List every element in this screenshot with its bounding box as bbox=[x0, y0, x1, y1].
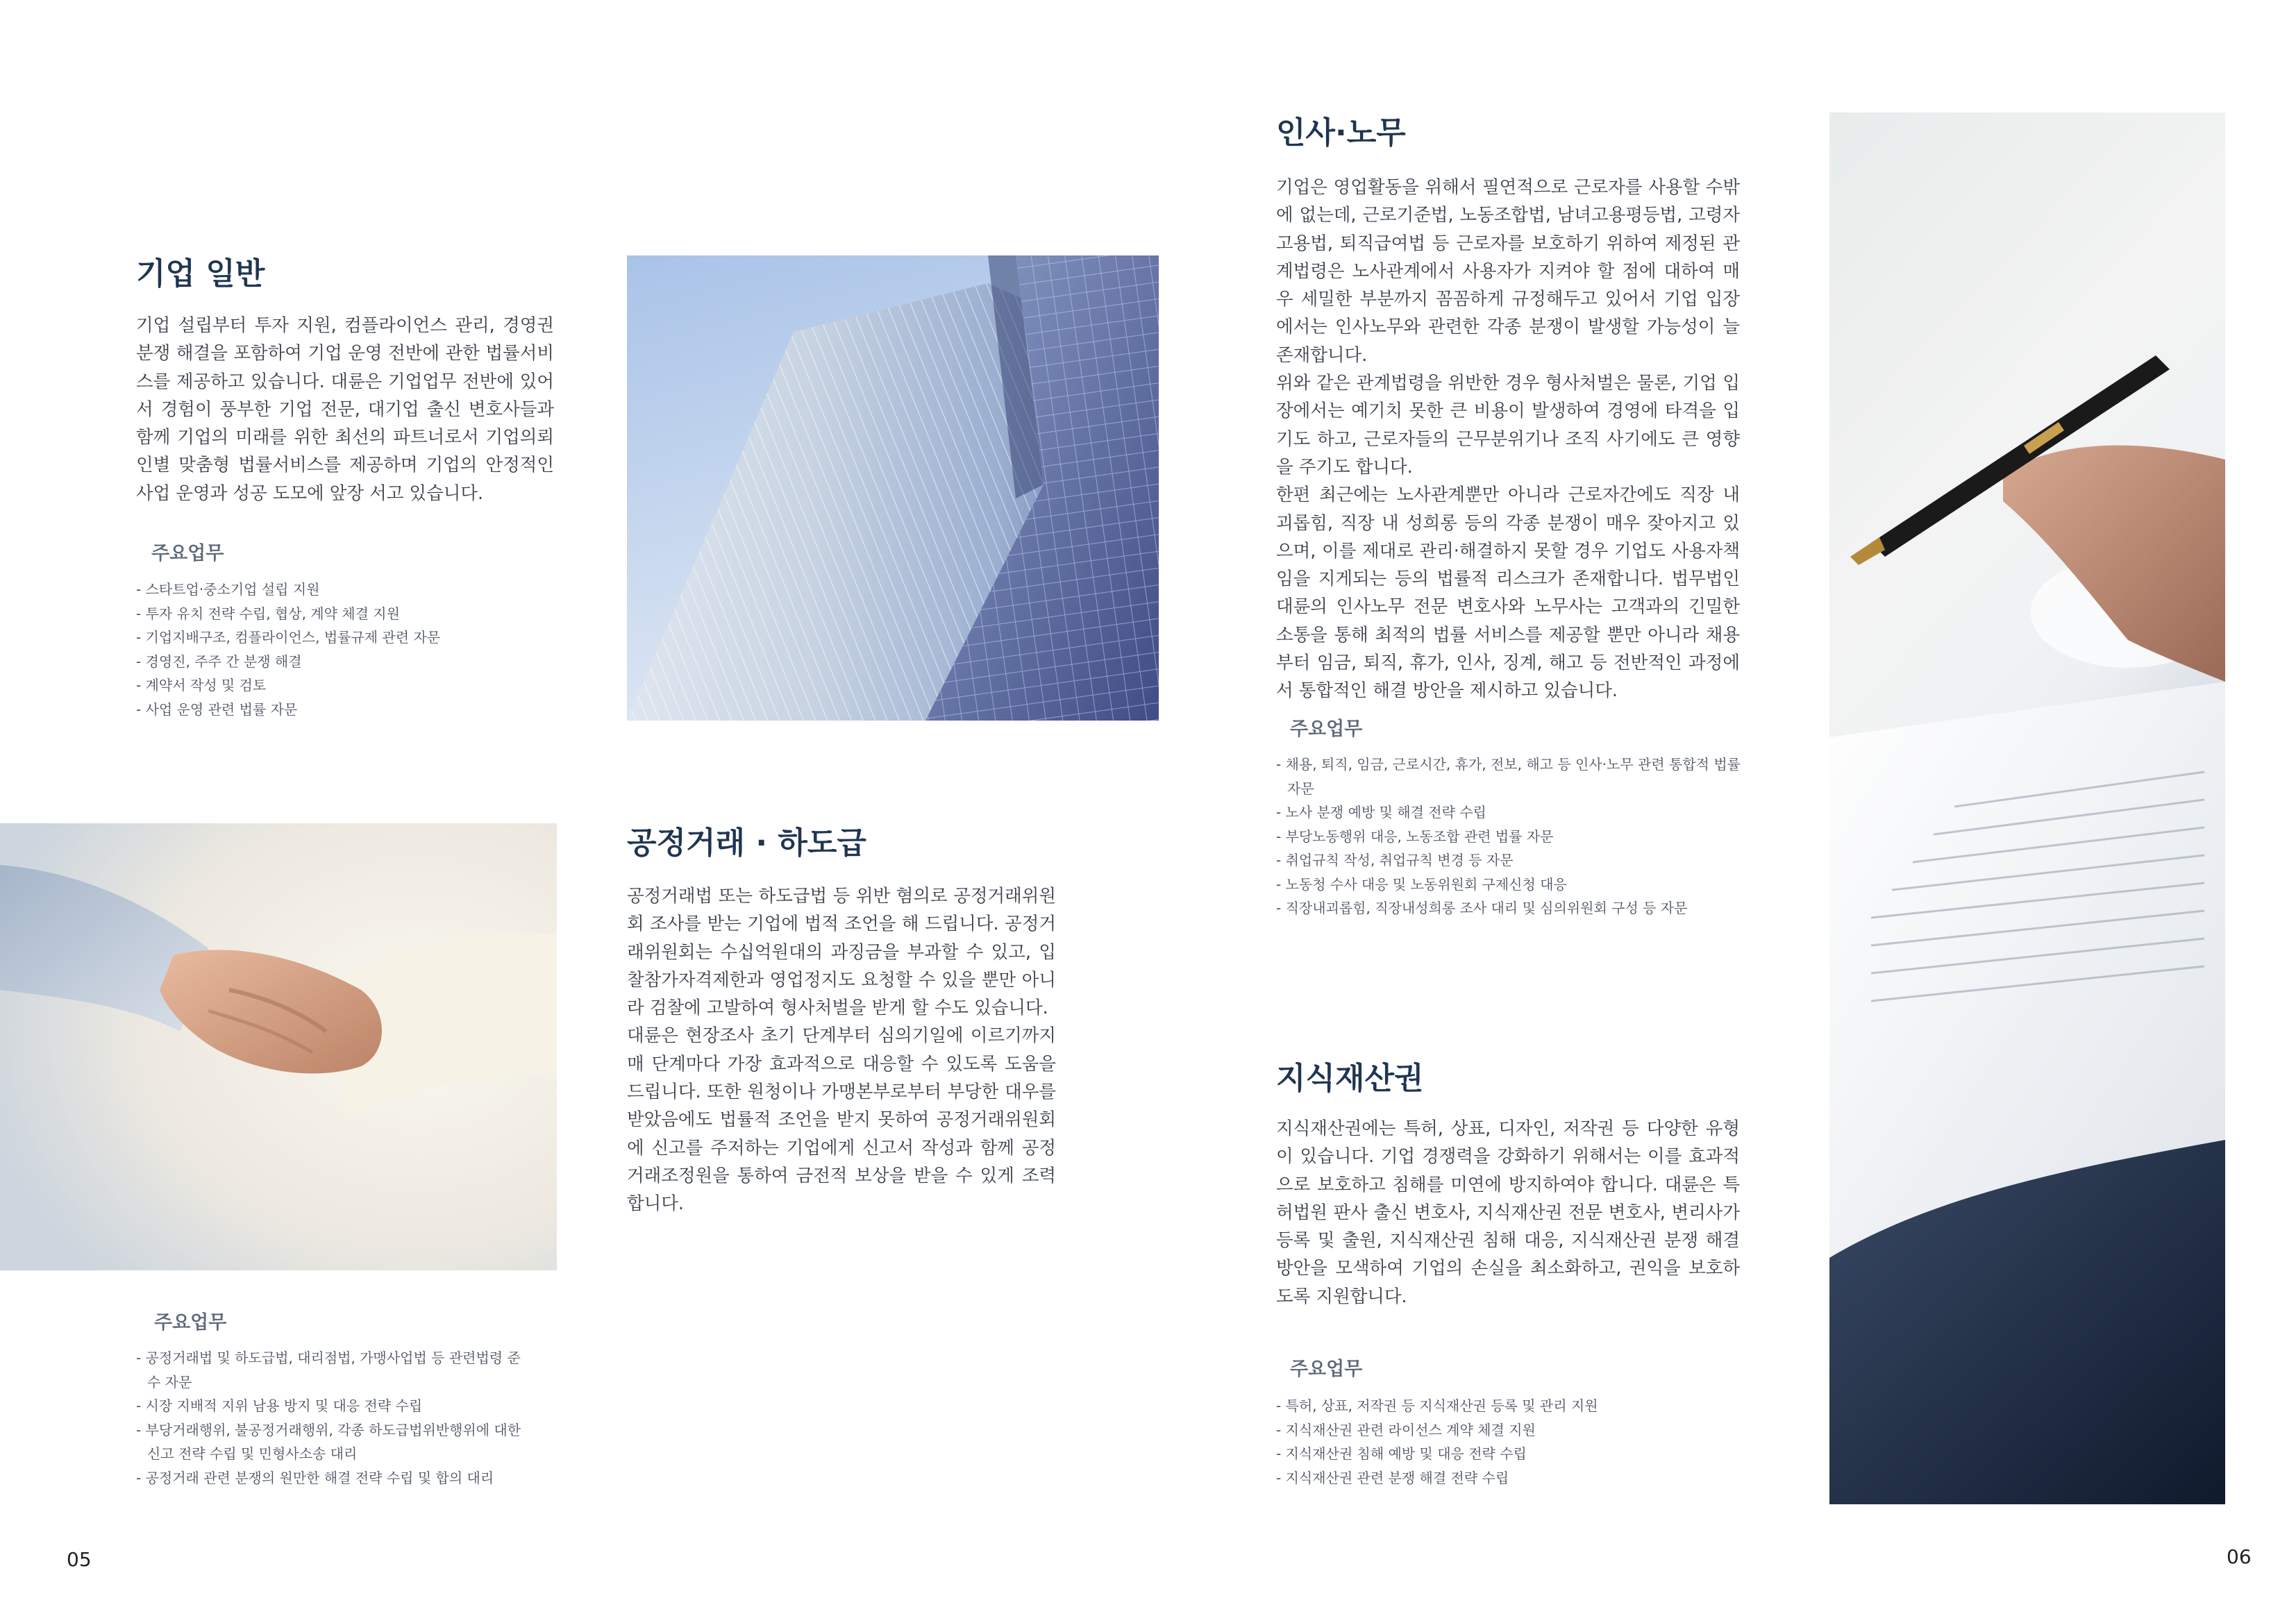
list-item: - 직장내괴롭힘, 직장내성희롱 조사 대리 및 심의위원회 구성 등 자문 bbox=[1276, 896, 1748, 920]
labor-body bbox=[1276, 174, 1740, 705]
list-item: - 취업규칙 작성, 취업규칙 변경 등 자문 bbox=[1276, 848, 1748, 873]
list-item: - 스타트업·중소기업 설립 지원 bbox=[136, 578, 554, 602]
list-item: - 지식재산권 관련 라이선스 계약 체결 지원 bbox=[1276, 1418, 1748, 1443]
list-item: - 노동청 수사 대응 및 노동위원회 구제신청 대응 bbox=[1276, 873, 1748, 897]
list-item: - 공정거래 관련 분쟁의 원만한 해결 전략 수립 및 합의 대리 bbox=[136, 1466, 532, 1490]
list-item: - 사업 운영 관련 법률 자문 bbox=[136, 698, 554, 722]
corporate-body bbox=[136, 312, 554, 507]
labor-paragraph: 한편 최근에는 노사관계뿐만 아니라 근로자간에도 직장 내 괴롭힘, 직장 내 성희롱 등의 각종 분쟁이 매우 잦아지고 있으며, 이를 제대로 관리·해결하지 못할 경우 기업도 사용자책임을 지게되는 등의 법률적 리스크가 존재합니다. 법무법인 대륜의 인사노무 전문 변호사와 노무사는 고객과의 긴밀한 소통을 통해 최적의 법률 서비스를 제공할 뿐만 아니라 채용부터 임금, 퇴직, 휴가, 인사, 징계, 해고 등 전반적인 과정에서 통합적인 해결 방안을 제시하고 있습니다. bbox=[1276, 485, 1740, 702]
fair-trade-paragraph: 대륜은 현장조사 초기 단계부터 심의기일에 이르기까지 매 단계마다 가장 효과적으로 대응할 수 있도록 도움을 드립니다. 또한 원청이나 가맹본부로부터 부당한 대우를 받았음에도 법률적 조언을 받지 못하여 공정거래위원회에 신고를 주저하는 기업에게 신고서 작성과 함께 공정거래조정원을 통하여 금전적 보상을 받을 수 있게 조력합니다. bbox=[627, 1025, 1056, 1215]
pen-document-photo bbox=[1829, 112, 2225, 1504]
labor-task-list bbox=[1276, 752, 1748, 920]
building-photo bbox=[627, 255, 1159, 721]
fair-trade-task-list bbox=[136, 1346, 532, 1490]
ip-task-list bbox=[1276, 1394, 1748, 1490]
labor-heading: 인사·노무 bbox=[1276, 115, 1406, 151]
page-number-right: 06 bbox=[2227, 1545, 2252, 1568]
list-item: - 경영진, 주주 간 분쟁 해결 bbox=[136, 650, 554, 674]
labor-tasks-title: 주요업무 bbox=[1290, 718, 1363, 740]
list-item: - 부당노동행위 대응, 노동조합 관련 법률 자문 bbox=[1276, 825, 1748, 849]
handshake-photo bbox=[0, 823, 557, 1270]
corporate-paragraph: 기업 설립부터 투자 지원, 컴플라이언스 관리, 경영권 분쟁 해결을 포함하여 기업 운영 전반에 관한 법률서비스를 제공하고 있습니다. 대륜은 기업업무 전반에 있어서 경험이 풍부한 기업 전문, 대기업 출신 변호사들과 함께 기업의 미래를 위한 최선의 파트너로서 기업의뢰인별 맞춤형 법률서비스를 제공하며 기업의 안정적인 사업 운영과 성공 도모에 앞장 서고 있습니다. bbox=[136, 315, 554, 504]
list-item: - 노사 분쟁 예방 및 해결 전략 수립 bbox=[1276, 800, 1748, 825]
labor-paragraph: 기업은 영업활동을 위해서 필연적으로 근로자를 사용할 수밖에 없는데, 근로기준법, 노동조합법, 남녀고용평등법, 고령자고용법, 퇴직급여법 등 근로자를 보호하기 위하여 제정된 관계법령은 노사관계에서 사용자가 지켜야 할 점에 대하여 매우 세밀한 부분까지 꼼꼼하게 규정해두고 있어서 기업 입장에서는 인사노무와 관련한 각종 분쟁이 발생할 가능성이 늘 존재합니다. bbox=[1276, 177, 1740, 366]
ip-tasks-title: 주요업무 bbox=[1290, 1359, 1363, 1380]
page-number-left: 05 bbox=[67, 1548, 92, 1571]
fair-trade-body bbox=[627, 882, 1056, 1218]
list-item: - 지식재산권 관련 분쟁 해결 전략 수립 bbox=[1276, 1466, 1748, 1490]
list-item: - 채용, 퇴직, 임금, 근로시간, 휴가, 전보, 해고 등 인사·노무 관련 통합적 법률 자문 bbox=[1276, 752, 1748, 800]
corporate-tasks-title: 주요업무 bbox=[151, 543, 224, 564]
list-item: - 계약서 작성 및 검토 bbox=[136, 673, 554, 698]
list-item: - 부당거래행위, 불공정거래행위, 각종 하도급법위반행위에 대한 신고 전략 수립 및 민형사소송 대리 bbox=[136, 1418, 532, 1466]
list-item: - 특허, 상표, 저작권 등 지식재산권 등록 및 관리 지원 bbox=[1276, 1394, 1748, 1418]
ip-paragraph: 지식재산권에는 특허, 상표, 디자인, 저작권 등 다양한 유형이 있습니다. 기업 경쟁력을 강화하기 위해서는 이를 효과적으로 보호하고 침해를 미연에 방지하여야 합니다. 대륜은 특허법원 판사 출신 변호사, 지식재산권 전문 변호사, 변리사가 등록 및 출원, 지식재산권 침해 대응, 지식재산권 분쟁 해결 방안을 모색하여 기업의 손실을 최소화하고, 권익을 보호하도록 지원합니다. bbox=[1276, 1118, 1740, 1307]
corporate-heading: 기업 일반 bbox=[136, 256, 265, 292]
list-item: - 투자 유치 전략 수립, 협상, 계약 체결 지원 bbox=[136, 602, 554, 626]
ip-body bbox=[1276, 1115, 1740, 1311]
list-item: - 시장 지배적 지위 남용 방지 및 대응 전략 수립 bbox=[136, 1394, 532, 1418]
list-item: - 공정거래법 및 하도급법, 대리점법, 가맹사업법 등 관련법령 준수 자문 bbox=[136, 1346, 532, 1394]
fair-trade-tasks-title: 주요업무 bbox=[154, 1312, 227, 1334]
labor-paragraph: 위와 같은 관계법령을 위반한 경우 형사처벌은 물론, 기업 입장에서는 예기치 못한 큰 비용이 발생하여 경영에 타격을 입기도 하고, 근로자들의 근무분위기나 조직 사기에도 큰 영향을 주기도 합니다. bbox=[1276, 373, 1740, 478]
fair-trade-paragraph: 공정거래법 또는 하도급법 등 위반 혐의로 공정거래위원회 조사를 받는 기업에 법적 조언을 해 드립니다. 공정거래위원회는 수십억원대의 과징금을 부과할 수 있고, 입찰참가자격제한과 영업정지도 요청할 수 있을 뿐만 아니라 검찰에 고발하여 형사처벌을 받게 할 수도 있습니다. bbox=[627, 886, 1056, 1019]
fair-trade-heading: 공정거래 · 하도급 bbox=[627, 825, 866, 861]
corporate-task-list bbox=[136, 578, 554, 721]
list-item: - 기업지배구조, 컴플라이언스, 법률규제 관련 자문 bbox=[136, 625, 554, 650]
list-item: - 지식재산권 침해 예방 및 대응 전략 수립 bbox=[1276, 1442, 1748, 1466]
ip-heading: 지식재산권 bbox=[1276, 1061, 1424, 1096]
